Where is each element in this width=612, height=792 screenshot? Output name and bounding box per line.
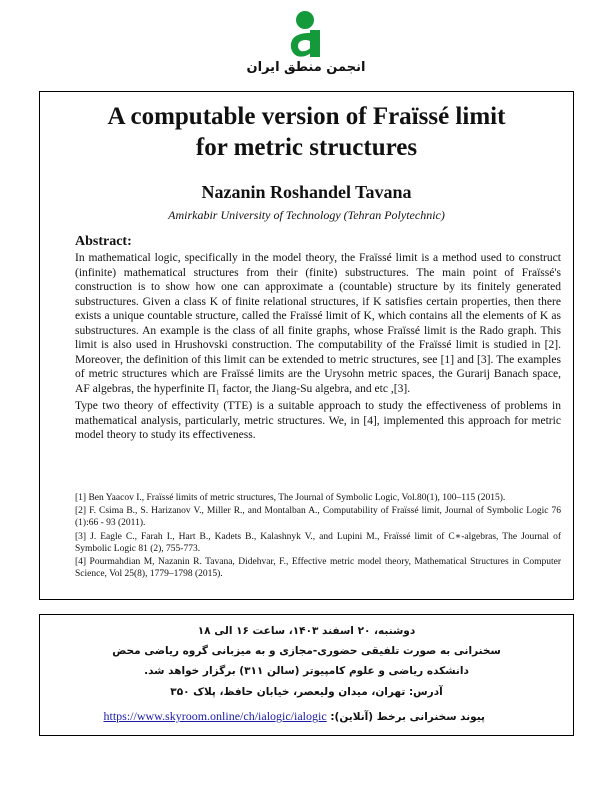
title-line-2: for metric structures <box>195 134 418 161</box>
event-address: آدرس: تهران، میدان ولیعصر، خیابان حافظ، پلاک ۳۵۰ <box>170 686 443 698</box>
reference-item: [2] F. Csima B., S. Harizanov V., Miller R., and Montalban A., Computability of Fraïssé limit, Journal of Symbolic Logic 76 (1):66 - 93 (2011). <box>75 506 561 529</box>
event-format: سخنرانی به صورت تلفیقی حضوری-مجازی و به میزبانی گروه ریاضی محض <box>112 645 501 657</box>
event-info-box <box>39 614 574 736</box>
reference-item: [4] Pourmahdian M, Nazanin R. Tavana, Didehvar, F., Effective metric model theory, Mathematical Structures in Computer Science, Vol 25(8), 1779–1798 (2015). <box>75 557 561 580</box>
abstract-frame <box>39 91 574 600</box>
abstract-body <box>75 251 561 443</box>
paper-title <box>40 101 573 163</box>
abstract-paragraph-2: Type two theory of effectivity (TTE) is a suitable approach to study the effectiveness of problems in mathematical analysis, particularly, metric structures. We, in [4], implemented this approach for metric model theory to study its effectiveness. <box>75 400 561 441</box>
references-list <box>75 492 561 581</box>
reference-item: [1] Ben Yaacov I., Fraïssé limits of metric structures, The Journal of Symbolic Logic, Vol.80(1), 100–115 (2015). <box>75 493 506 503</box>
event-venue: دانشکده ریاضی و علوم کامپیوتر (سالن ۳۱۱) برگزار خواهد شد. <box>144 665 469 677</box>
page-header <box>0 10 612 75</box>
abstract-paragraph-1: In mathematical logic, specifically in the model theory, the Fraïssé limit is a method used to construct (infinite) mathematical structures from their (finite) substructures. The main point of Fraïssé's construction is to show how one can approximate a (countable) structure by its finitely generated substructures. Given a class K of finite relational structures, if K satisfies certain properties, then there exists a unique countable structure, called the Fraïssé limit of K, which contains all the elements of K as substructures. An example is the class of all finite graphs, whose Fraïssé limit is the Rado graph. This limit is also used in Hrushovski construction. The computability of the Fraïssé limit is studied in [2]. Moreover, the definition of this limit can be extended to metric structures, see [1] and [3]. The examples of metric structures which are Fraïssé limits are the Urysohn metric spaces, the Gurarij Banach space, AF algebras, the hyperfinite Π₁ factor, the Jiang-Su algebra, and etc ,[3]. <box>75 252 561 395</box>
author-name: Nazanin Roshandel Tavana <box>201 182 412 202</box>
online-link[interactable]: https://www.skyroom.online/ch/ialogic/ialogic <box>103 709 327 723</box>
abstract-heading: Abstract: <box>75 234 132 249</box>
author-affiliation: Amirkabir University of Technology (Tehran Polytechnic) <box>168 208 445 222</box>
title-line-1: A computable version of Fraïssé limit <box>107 103 506 130</box>
online-link-line <box>103 709 485 724</box>
society-name: انجمن منطق ایران <box>246 60 366 75</box>
event-date-time: دوشنبه، ۲۰ اسفند ۱۴۰۳، ساعت ۱۶ الی ۱۸ <box>197 625 416 637</box>
reference-item: [3] J. Eagle C., Farah I., Hart B., Kadets B., Kalashnyk V., and Lupini M., Fraïssé limit of C∗-algebras, The Journal of Symbolic Logic 81 (2), 755-773. <box>75 531 561 554</box>
society-logo-icon <box>281 10 331 58</box>
online-link-label: پیوند سخنرانی برخط (آنلاین): <box>330 711 485 723</box>
